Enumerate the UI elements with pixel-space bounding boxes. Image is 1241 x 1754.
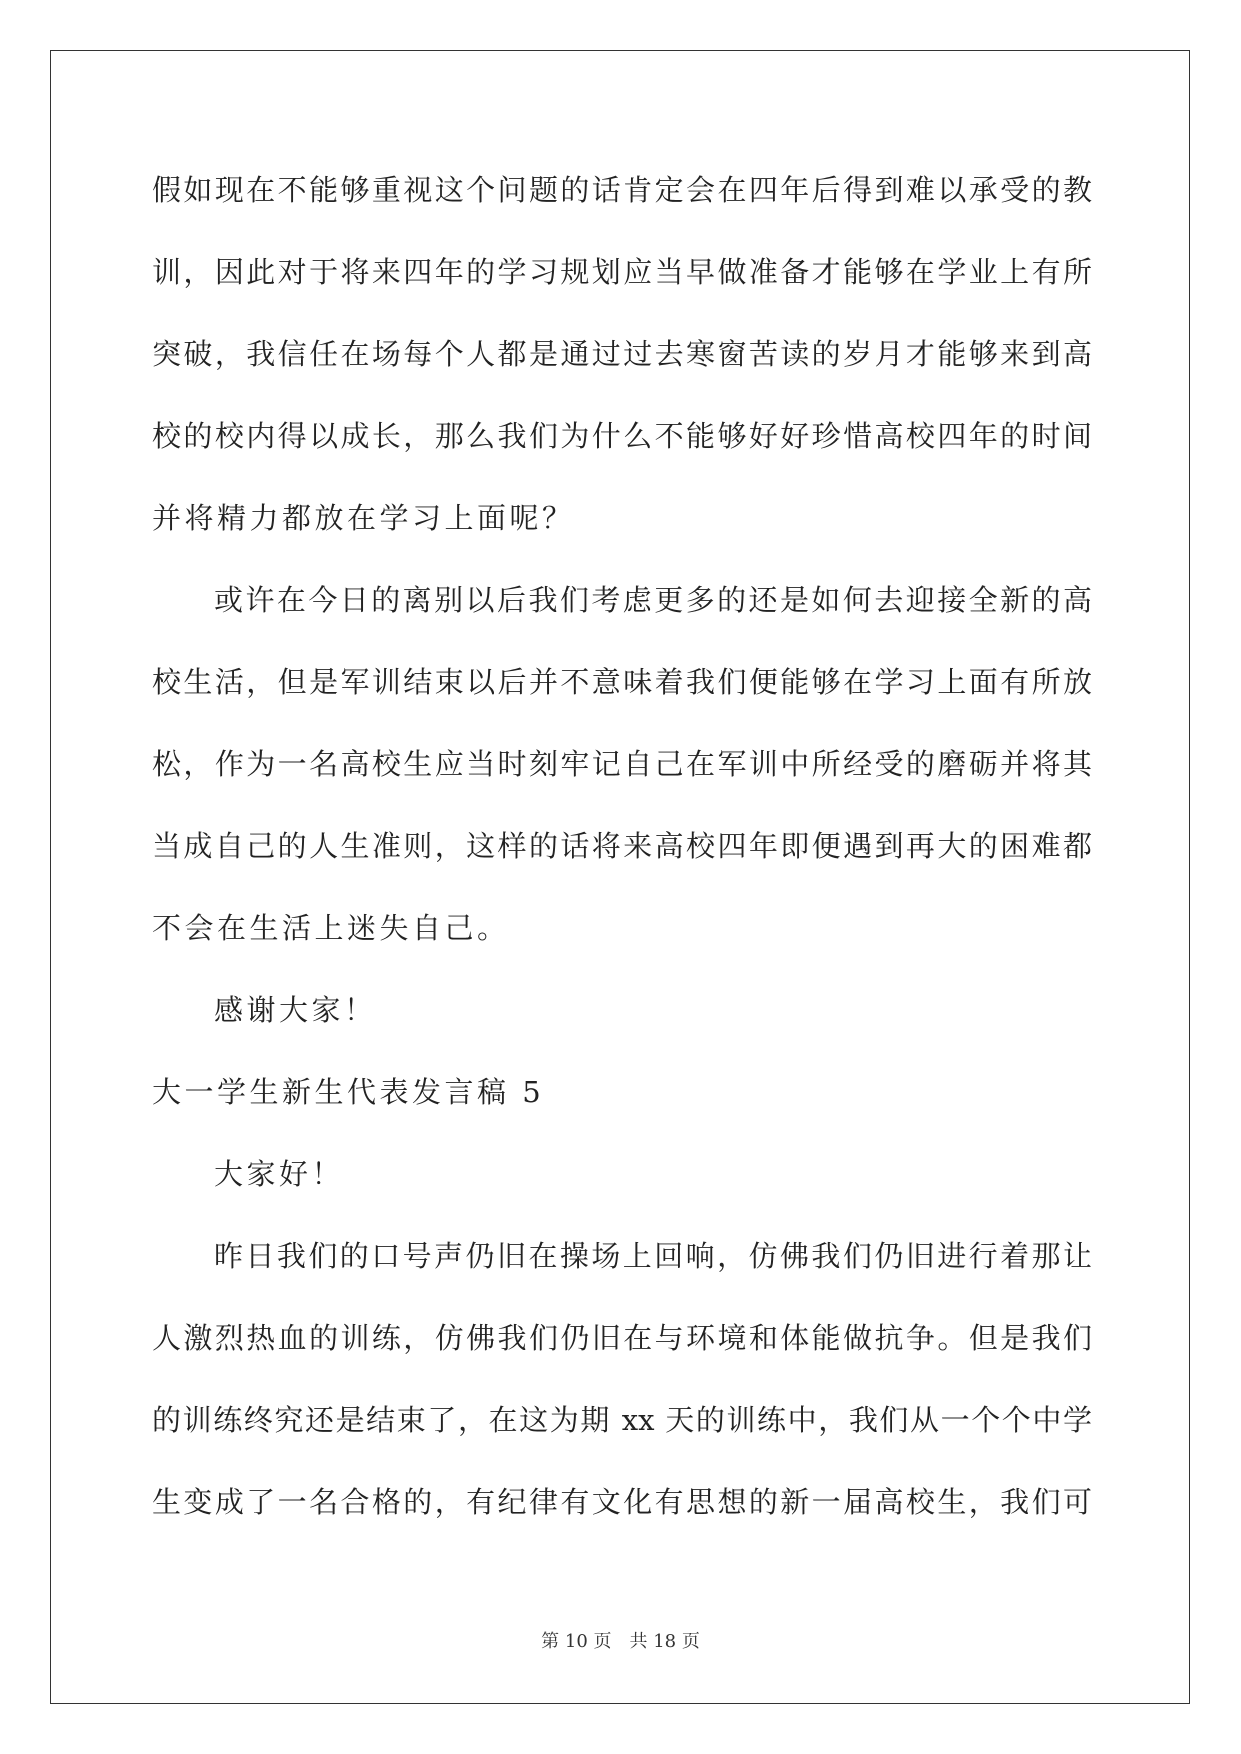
text-line: 人激烈热血的训练，仿佛我们仍旧在与环境和体能做抗争。但是我们 [152, 1321, 1092, 1355]
text-line: 校的校内得以成长，那么我们为什么不能够好好珍惜高校四年的时间 [152, 419, 1092, 453]
text-line: 昨日我们的口号声仍旧在操场上回响，仿佛我们仍旧进行着那让 [214, 1239, 1092, 1273]
text-line: 或许在今日的离别以后我们考虑更多的还是如何去迎接全新的高 [214, 583, 1092, 617]
text-line: 大家好！ [214, 1157, 345, 1191]
text-line: 不会在生活上迷失自己。 [152, 911, 510, 945]
text-line: 校生活，但是军训结束以后并不意味着我们便能够在学习上面有所放 [152, 665, 1092, 699]
text-line: 松，作为一名高校生应当时刻牢记自己在军训中所经受的磨砺并将其 [152, 747, 1092, 781]
text-line: 的训练终究还是结束了，在这为期 xx 天的训练中，我们从一个个中学 [152, 1403, 1092, 1437]
section-heading: 大一学生新生代表发言稿 5 [152, 1075, 545, 1109]
text-line: 训，因此对于将来四年的学习规划应当早做准备才能够在学业上有所 [152, 255, 1092, 289]
text-line: 假如现在不能够重视这个问题的话肯定会在四年后得到难以承受的教 [152, 173, 1092, 207]
page-number-footer: 第 10 页 共 18 页 [541, 1631, 700, 1652]
document-body [152, 160, 1092, 1554]
text-line: 突破，我信任在场每个人都是通过过去寒窗苦读的岁月才能够来到高 [152, 337, 1092, 371]
text-line: 生变成了一名合格的，有纪律有文化有思想的新一届高校生，我们可 [152, 1485, 1092, 1519]
text-line: 当成自己的人生准则，这样的话将来高校四年即便遇到再大的困难都 [152, 829, 1092, 863]
text-line: 感谢大家！ [214, 993, 377, 1027]
text-line: 并将精力都放在学习上面呢？ [152, 501, 575, 535]
